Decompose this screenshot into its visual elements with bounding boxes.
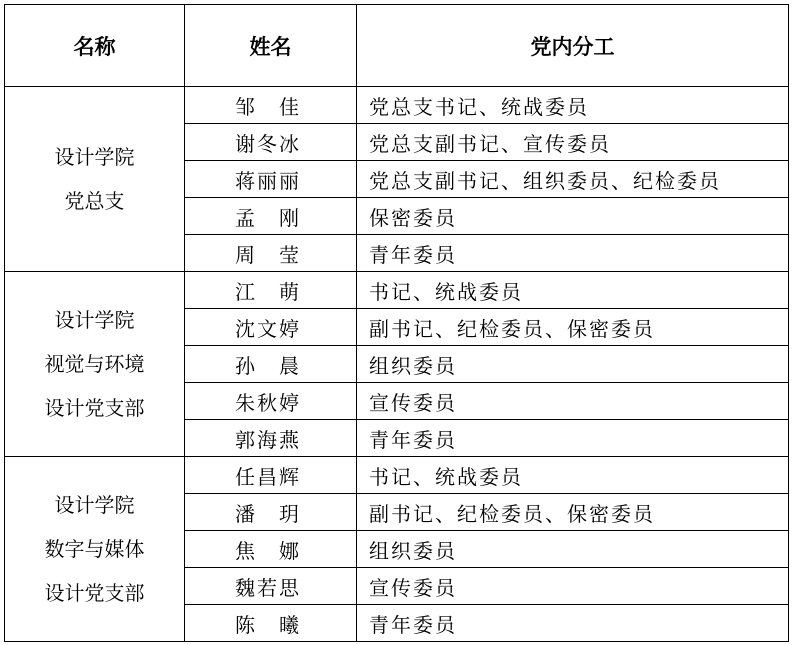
member-name: 魏若思 — [185, 568, 357, 605]
header-role: 党内分工 — [357, 5, 789, 87]
table-row — [5, 457, 789, 494]
member-role: 青年委员 — [357, 605, 789, 642]
party-roles-table — [4, 4, 789, 642]
group-name-line: 设计学院 — [54, 493, 135, 517]
member-role: 党总支副书记、组织委员、纪检委员 — [357, 161, 789, 198]
group-name-line: 设计党支部 — [44, 581, 145, 605]
member-role: 党总支副书记、宣传委员 — [357, 124, 789, 161]
member-role: 书记、统战委员 — [357, 457, 789, 494]
member-name: 孟 刚 — [185, 198, 357, 235]
group-name-cell — [5, 87, 185, 272]
table-row — [5, 272, 789, 309]
group-name-line: 视觉与环境 — [44, 352, 145, 376]
member-role: 组织委员 — [357, 346, 789, 383]
member-role: 组织委员 — [357, 531, 789, 568]
group-name-cell — [5, 272, 185, 457]
group-name-cell — [5, 457, 185, 642]
member-name: 孙 晨 — [185, 346, 357, 383]
member-name: 江 萌 — [185, 272, 357, 309]
group-name-line: 党总支 — [64, 189, 125, 213]
group-name-line: 设计党支部 — [44, 396, 145, 420]
member-role: 副书记、纪检委员、保密委员 — [357, 309, 789, 346]
member-name: 郭海燕 — [185, 420, 357, 457]
header-row — [5, 5, 789, 87]
member-name: 谢冬冰 — [185, 124, 357, 161]
member-name: 周 莹 — [185, 235, 357, 272]
group-name-line: 设计学院 — [54, 308, 135, 332]
member-name: 邹 佳 — [185, 87, 357, 124]
member-role: 党总支书记、统战委员 — [357, 87, 789, 124]
member-name: 沈文婷 — [185, 309, 357, 346]
member-role: 宣传委员 — [357, 568, 789, 605]
header-name: 姓名 — [185, 5, 357, 87]
member-role: 副书记、纪检委员、保密委员 — [357, 494, 789, 531]
member-name: 陈 曦 — [185, 605, 357, 642]
member-role: 保密委员 — [357, 198, 789, 235]
group-name-line: 数字与媒体 — [44, 537, 145, 561]
member-role: 书记、统战委员 — [357, 272, 789, 309]
table-row — [5, 87, 789, 124]
member-name: 潘 玥 — [185, 494, 357, 531]
member-name: 蒋丽丽 — [185, 161, 357, 198]
member-name: 朱秋婷 — [185, 383, 357, 420]
group-name-line: 设计学院 — [54, 145, 135, 169]
member-name: 焦 娜 — [185, 531, 357, 568]
member-role: 青年委员 — [357, 235, 789, 272]
member-role: 宣传委员 — [357, 383, 789, 420]
header-group: 名称 — [5, 5, 185, 87]
member-name: 任昌辉 — [185, 457, 357, 494]
member-role: 青年委员 — [357, 420, 789, 457]
